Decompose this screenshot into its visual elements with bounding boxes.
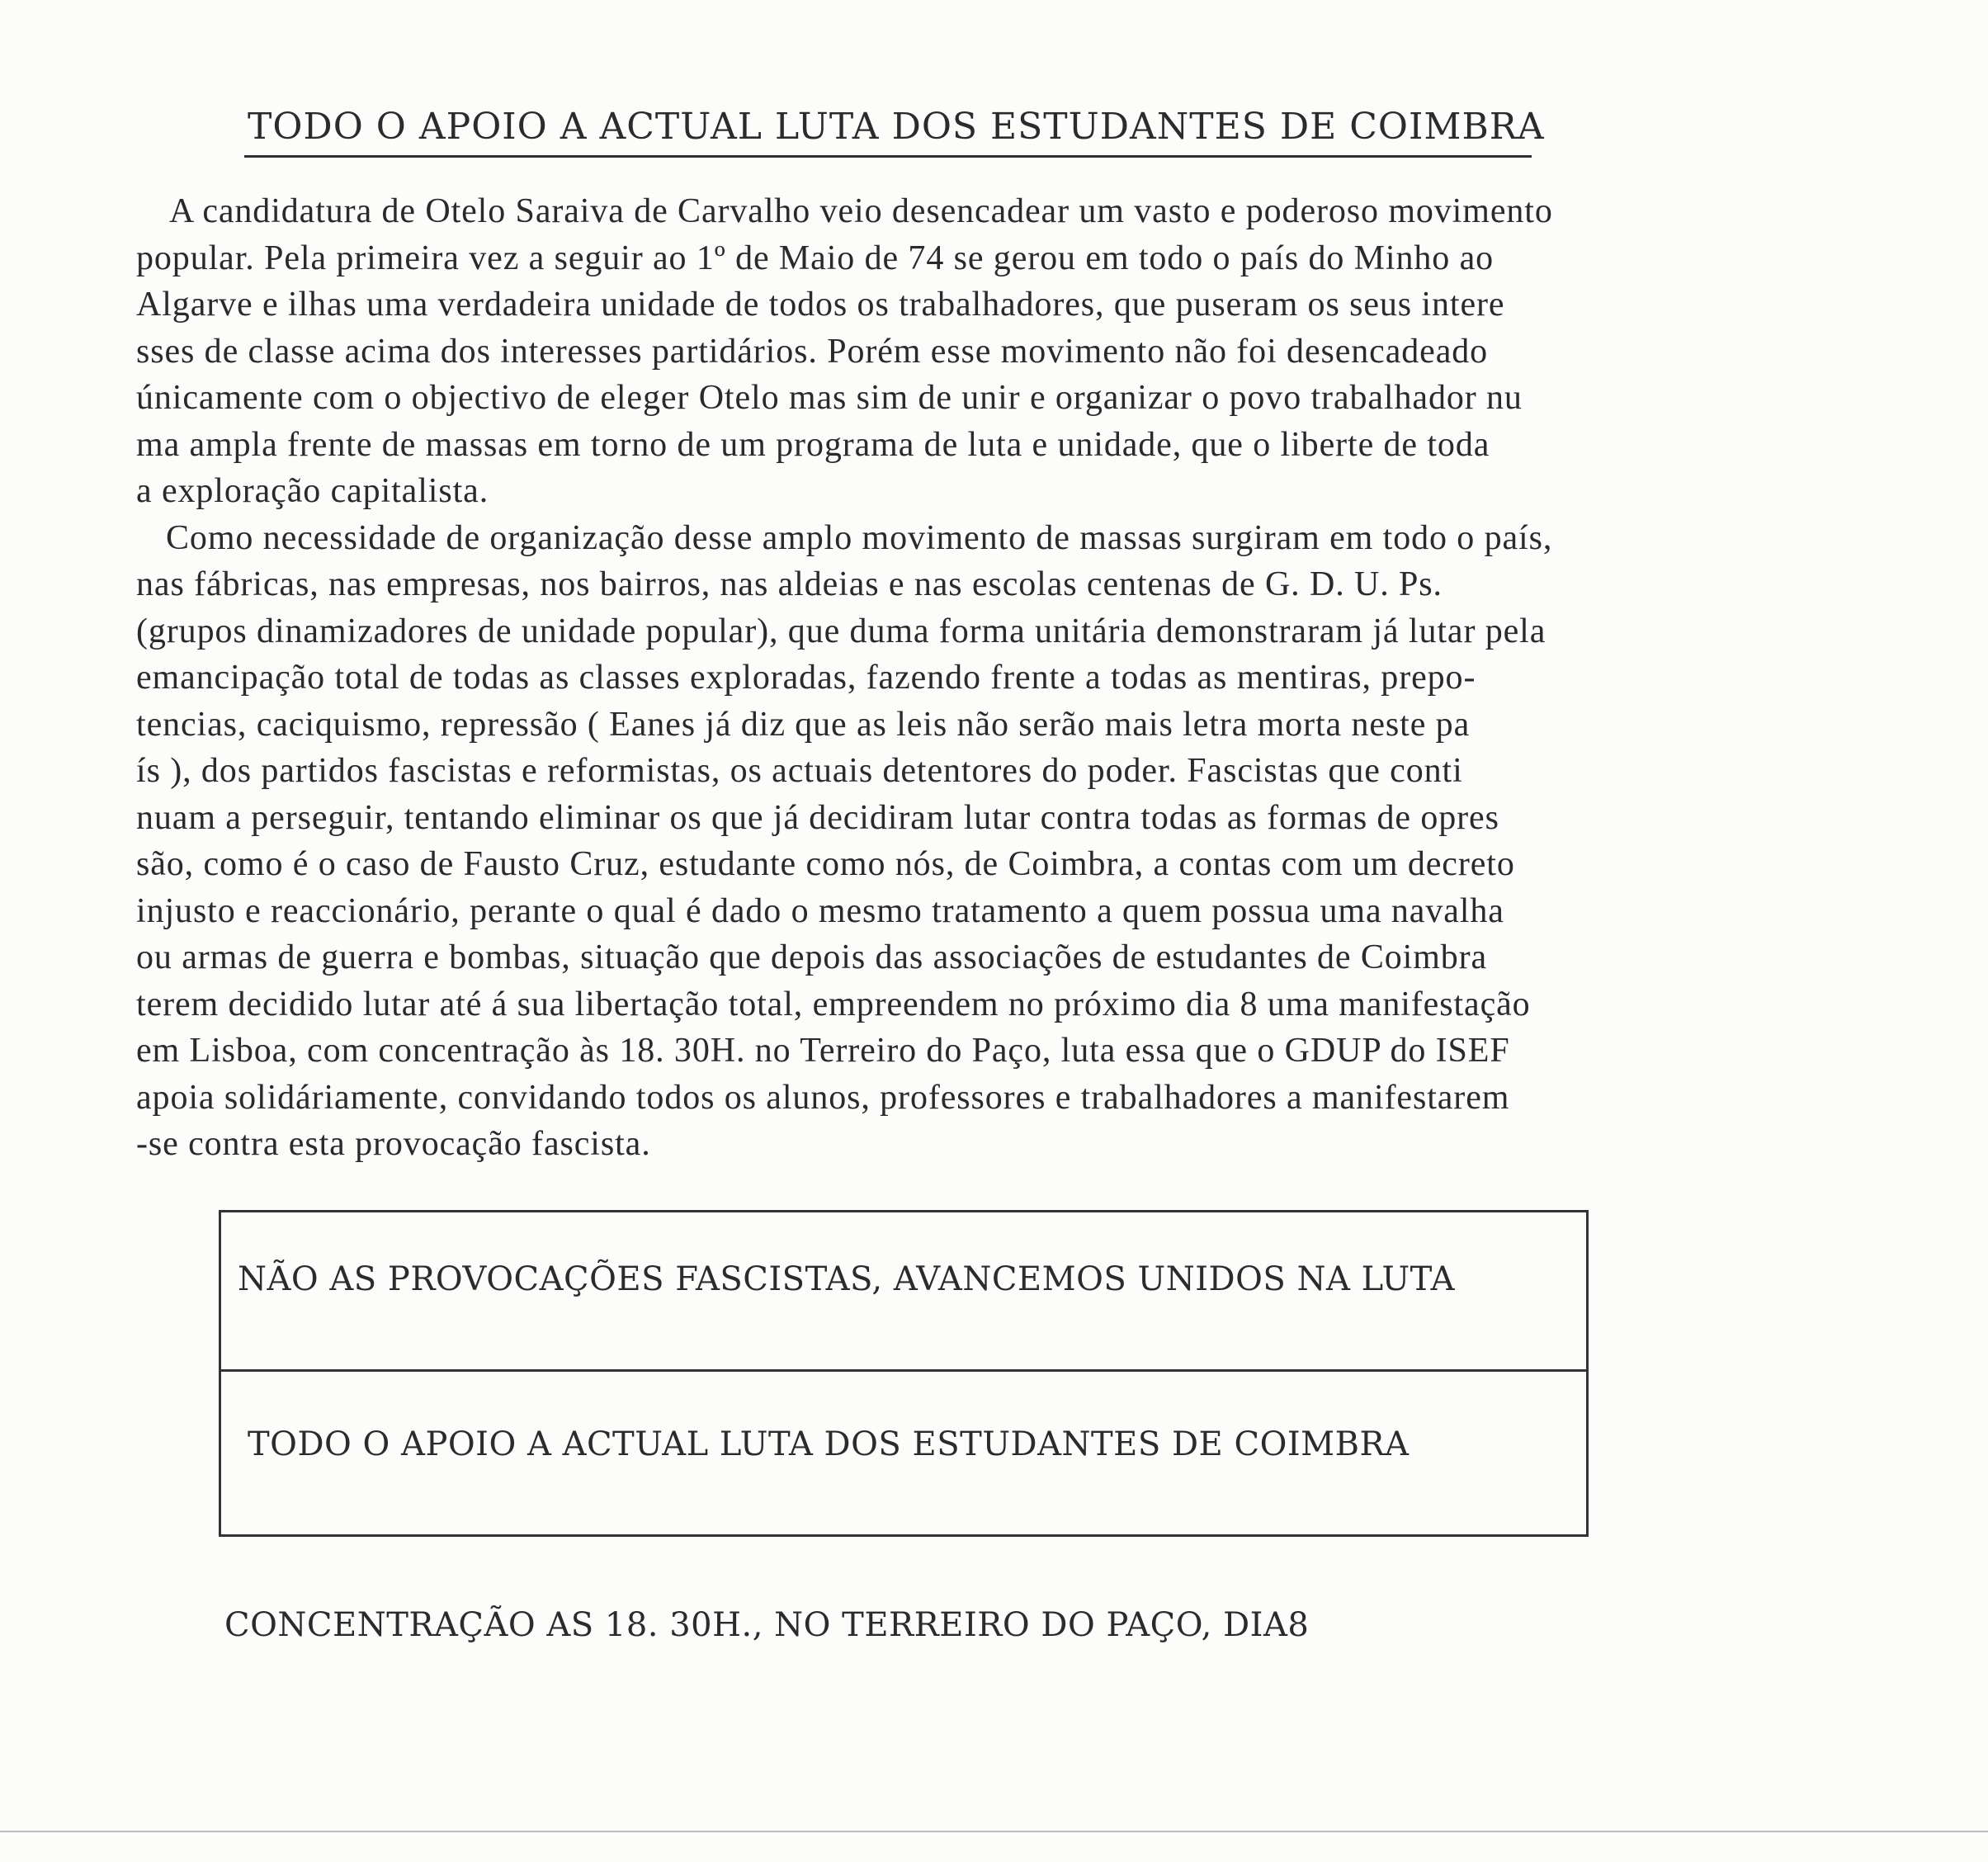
body-line: emancipação total de todas as classes exploradas, fazendo frente a todas as mentiras, prepo-: [136, 659, 1476, 697]
slogan-line-1: NÃO AS PROVOCAÇÕES FASCISTAS, AVANCEMOS UNIDOS NA LUTA: [238, 1260, 1456, 1298]
body-text: [136, 188, 1943, 1168]
body-line: A candidatura de Otelo Saraiva de Carvalho veio desencadear um vasto e poderoso movimento: [169, 192, 1553, 230]
slogan-line-2: TODO O APOIO A ACTUAL LUTA DOS ESTUDANTES DE COIMBRA: [248, 1425, 1410, 1463]
body-line: terem decidido lutar até á sua libertação total, empreendem no próximo dia 8 uma manifestação: [136, 985, 1531, 1023]
body-line: apoia solidáriamente, convidando todos os alunos, professores e trabalhadores a manifestarem: [136, 1078, 1510, 1117]
box-divider: [221, 1369, 1586, 1372]
body-line: Algarve e ilhas uma verdadeira unidade de todos os trabalhadores, que puseram os seus intere: [136, 286, 1505, 324]
body-line: -se contra esta provocação fascista.: [136, 1125, 651, 1163]
body-line: são, como é o caso de Fausto Cruz, estudante como nós, de Coimbra, a contas com um decreto: [136, 845, 1515, 883]
footer-announcement: CONCENTRAÇÃO AS 18. 30H., NO TERREIRO DO PAÇO, DIA8: [224, 1606, 1310, 1644]
document-title: TODO O APOIO A ACTUAL LUTA DOS ESTUDANTES DE COIMBRA: [248, 106, 1545, 148]
body-line: (grupos dinamizadores de unidade popular), que duma forma unitária demonstraram já lutar pela: [136, 612, 1546, 650]
body-line: únicamente com o objectivo de eleger Otelo mas sim de unir e organizar o povo trabalhador nu: [136, 379, 1523, 417]
body-line: ou armas de guerra e bombas, situação que depois das associações de estudantes de Coimbra: [136, 938, 1488, 976]
body-line: popular. Pela primeira vez a seguir ao 1º de Maio de 74 se gerou em todo o país do Minho ao: [136, 239, 1495, 277]
body-line: em Lisboa, com concentração às 18. 30H. no Terreiro do Paço, luta essa que o GDUP do ISEF: [136, 1032, 1510, 1070]
body-line: nuam a perseguir, tentando eliminar os que já decidiram lutar contra todas as formas de opres: [136, 798, 1499, 837]
body-line: injusto e reaccionário, perante o qual é dado o mesmo tratamento a quem possua uma navalha: [136, 891, 1504, 930]
slogan-box: [219, 1210, 1589, 1537]
body-line: nas fábricas, nas empresas, nos bairros, nas aldeias e nas escolas centenas de G. D. U. Ps.: [136, 565, 1443, 603]
body-line: ís ), dos partidos fascistas e reformistas, os actuais detentores do poder. Fascistas que conti: [136, 752, 1463, 790]
body-line: tencias, caciquismo, repressão ( Eanes já diz que as leis não serão mais letra morta neste pa: [136, 705, 1471, 744]
body-line: ma ampla frente de massas em torno de um programa de luta e unidade, que o liberte de toda: [136, 425, 1490, 464]
title-underline: [244, 155, 1532, 158]
body-line: a exploração capitalista.: [136, 472, 489, 510]
bottom-scan-edge: [0, 1831, 1988, 1832]
body-line: sses de classe acima dos interesses partidários. Porém esse movimento não foi desencadeado: [136, 332, 1489, 371]
body-line: Como necessidade de organização desse amplo movimento de massas surgiram em todo o país,: [166, 518, 1553, 557]
